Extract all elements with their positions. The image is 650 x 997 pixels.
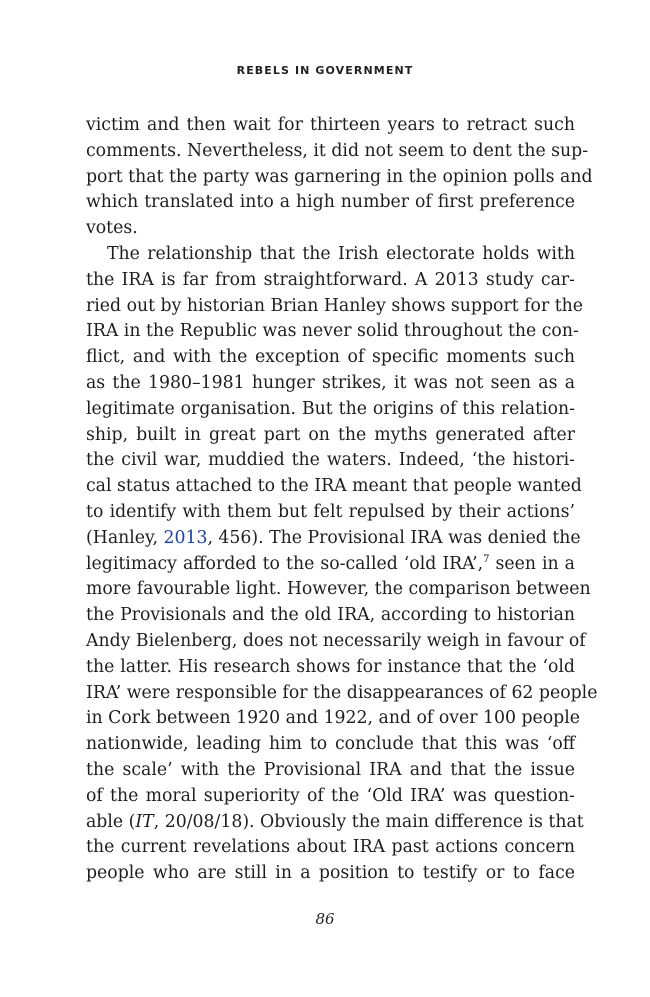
text-line: the latter. His research shows for instance that the ‘old [86,656,575,677]
text-line: ried out by historian Brian Hanley shows support for the [86,295,584,316]
citation-link[interactable]: 2013 [163,527,208,548]
running-head: REBELS IN GOVERNMENT [236,64,414,77]
text-line: the civil war, muddied the waters. Indeed, ‘the histori- [86,450,575,471]
text-line: IRA’ were responsible for the disappearances of 62 people [86,682,598,703]
text-line: in Cork between 1920 and 1922, and of over 100 people [86,708,580,729]
source-abbreviation: IT [135,811,154,832]
text-line: port that the party was garnering in the opinion polls and [86,166,593,187]
text-line: Andy Bielenberg, does not necessarily weigh in favour of [86,630,586,651]
text-line-citation [86,526,581,552]
text-line: victim and then wait for thirteen years to retract such [86,115,575,135]
text-line: which translated into a high number of first preference [86,192,575,213]
text-line: IRA in the Republic was never solid throughout the con- [86,321,579,342]
text-line: to identify with them but felt repulsed by their actions’ [86,501,575,522]
text-line: votes. [86,218,138,239]
text-line: flict, and with the exception of specific moments such [86,347,575,368]
text-line: the Provisionals and the old IRA, according to historian [86,605,575,626]
text-line: the scale’ with the Provisional IRA and that the issue [86,759,575,780]
source-suffix: , 20/08/18). Obviously the main difference is that [153,811,584,832]
footnote-marker[interactable]: 7 [483,553,490,565]
text-line: comments. Nevertheless, it did not seem to dent the sup- [86,140,589,161]
text-line: people who are still in a position to testify or to face [86,863,575,884]
text-line: ship, built in great part on the myths generated after [86,424,575,445]
footnote-context: legitimacy afforded to the so-called ‘old IRA’, [86,553,484,574]
source-prefix: able ( [86,811,136,832]
text-line: as the 1980–1981 hunger strikes, it was not seen as a [86,372,575,393]
text-line: the IRA is far from straightforward. A 2013 study car- [86,269,575,290]
body-text [86,113,598,887]
text-line: the current revelations about IRA past actions concern [86,837,575,858]
text-line: legitimate organisation. But the origins of this relation- [86,398,575,419]
text-line-italic-source [86,810,584,836]
citation-prefix: (Hanley, [86,527,164,548]
page-number: 86 [315,910,335,928]
text-line: more favourable light. However, the comparison between [86,579,591,600]
text-line-footnote [86,552,575,578]
text-line: cal status attached to the IRA meant that people wanted [86,476,582,497]
text-line: nationwide, leading him to conclude that this was ‘off [86,734,575,755]
citation-suffix: , 456). The Provisional IRA was denied the [207,527,581,548]
text-line: of the moral superiority of the ‘Old IRA’ was question- [86,785,575,806]
paragraph-first-line: The relationship that the Irish electorate holds with [107,243,575,264]
footnote-continuation: seen in a [489,553,575,574]
